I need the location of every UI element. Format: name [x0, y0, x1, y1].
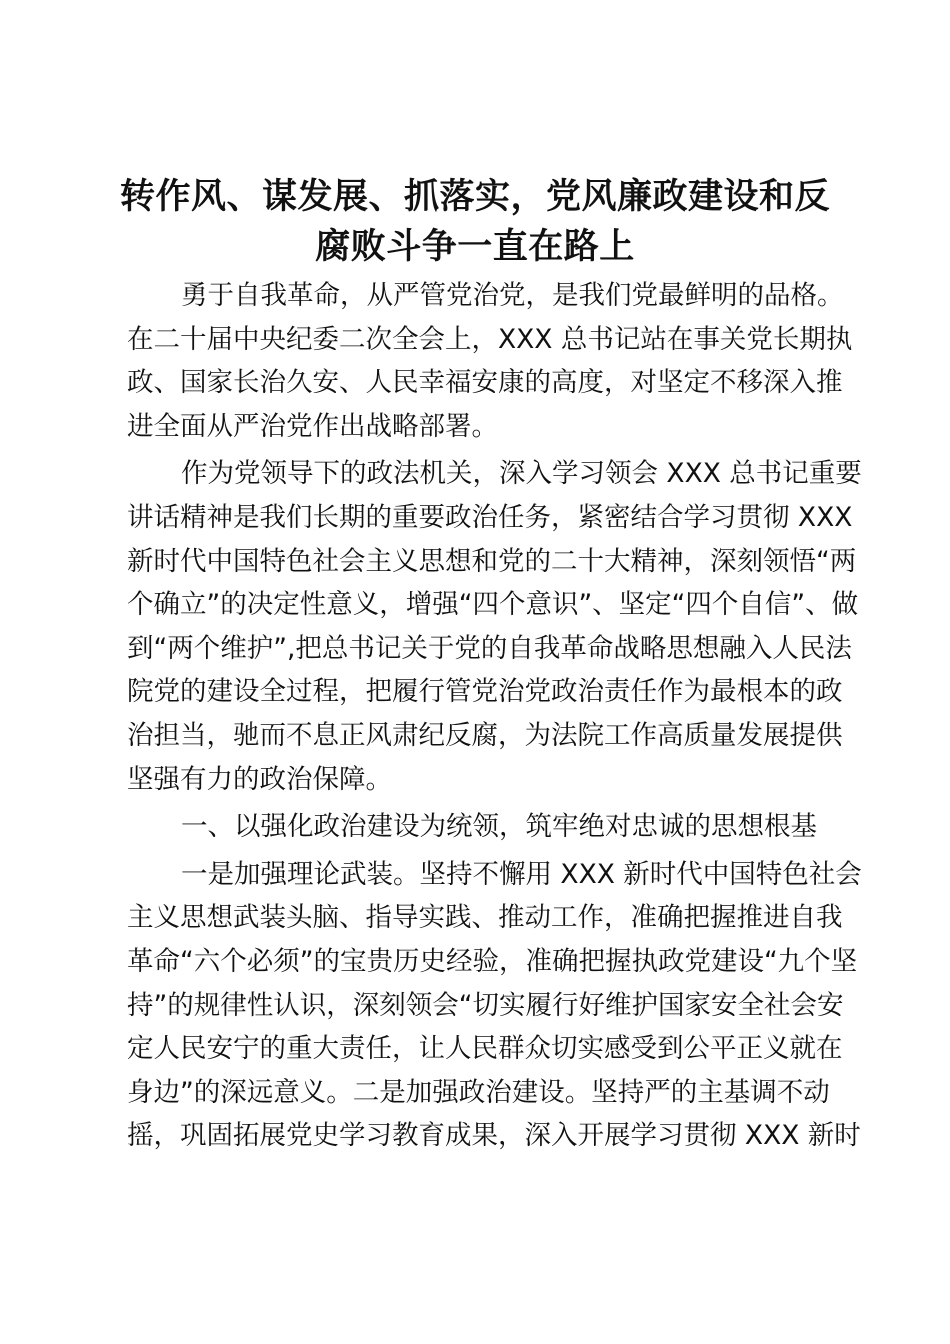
document-title	[118, 172, 832, 272]
paragraph-line: 新时代中国特色社会主义思想和党的二十大精神，深刻领悟“两	[127, 545, 857, 577]
paragraph-line: 摇，巩固拓展党史学习教育成果，深入开展学习贯彻 XXX 新时	[127, 1120, 861, 1152]
paragraph-line: 作为党领导下的政法机关，深入学习领会 XXX 总书记重要	[181, 458, 862, 490]
paragraph-line: 身边”的深远意义。二是加强政治建设。坚持严的主基调不动	[127, 1076, 830, 1108]
paragraph-line: 勇于自我革命，从严管党治党，是我们党最鲜明的品格。	[181, 280, 844, 311]
paragraph-line: 政、国家长治久安、人民幸福安康的高度，对坚定不移深入推	[127, 367, 843, 399]
paragraph-line: 讲话精神是我们长期的重要政治任务，紧密结合学习贯彻 XXX	[127, 501, 853, 533]
title-line: 腐败斗争一直在路上	[315, 227, 635, 267]
paragraph-line: 治担当，驰而不息正风肃纪反腐，为法院工作高质量发展提供	[127, 719, 843, 751]
paragraph-line: 坚强有力的政治保障。	[127, 763, 392, 795]
section-heading: 一、以强化政治建设为统领，筑牢绝对忠诚的思想根基	[181, 811, 817, 843]
document-body	[127, 274, 862, 1158]
paragraph-line: 主义思想武装头脑、指导实践、推动工作，准确把握推进自我	[127, 902, 843, 934]
paragraph-line: 到“两个维护”,把总书记关于党的自我革命战略思想融入人民法	[127, 632, 852, 664]
paragraph-line: 持”的规律性认识，深刻领会“切实履行好维护国家安全社会安	[127, 989, 844, 1021]
title-line: 转作风、谋发展、抓落实，党风廉政建设和反	[119, 177, 830, 217]
paragraph-line: 革命“六个必须”的宝贵历史经验，准确把握执政党建设“九个坚	[127, 945, 858, 977]
paragraph-line: 定人民安宁的重大责任，让人民群众切实感受到公平正义就在	[127, 1033, 843, 1065]
paragraph-line: 院党的建设全过程，把履行管党治党政治责任作为最根本的政	[127, 676, 843, 708]
paragraph-line: 个确立”的决定性意义，增强“四个意识”、坚定“四个自信”、做	[127, 589, 859, 621]
paragraph-line: 进全面从严治党作出战略部署。	[127, 410, 498, 442]
paragraph-line: 一是加强理论武装。坚持不懈用 XXX 新时代中国特色社会	[181, 858, 862, 890]
paragraph-line: 在二十届中央纪委二次全会上，XXX 总书记站在事关党长期执	[127, 323, 853, 355]
